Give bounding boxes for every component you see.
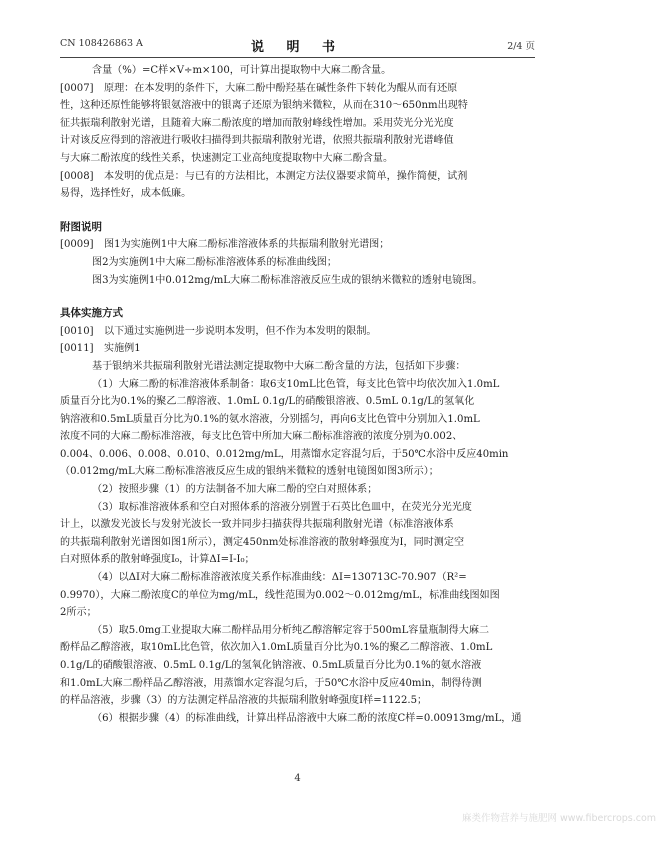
paragraph-number: [0007] — [60, 82, 94, 94]
step-3-line: 计上，以激发光波长与发射光波长一致并同步扫描获得共振瑞利散射光谱（标准溶液体系 — [60, 519, 454, 531]
paragraph-line: 征共振瑞利散射光谱，且随着大麻二酚浓度的增加而散射峰线性增加。采用荧光分光光度 — [60, 117, 454, 129]
section-heading-drawings: 附图说明 — [60, 220, 102, 233]
document-title: 说 明 书 — [250, 40, 345, 55]
watermark: 麻类作物营养与施肥网 www.fibercrops.com — [462, 813, 656, 824]
step-5-line: 的样品溶液，步骤（3）的方法测定样品溶液的共振瑞利散射峰强度I样=1122.5； — [60, 695, 428, 707]
paragraph-line: 与大麻二酚浓度的线性关系，快速测定工业高纯度提取物中大麻二酚含量。 — [60, 152, 394, 164]
paragraph-0011-line — [60, 340, 535, 358]
paragraph-line: 计对该反应得到的溶液进行吸收扫描得到共振瑞利散射光谱，依照共振瑞利散射光谱峰值 — [60, 135, 454, 147]
step-1-line: 质量百分比为0.1%的聚乙二醇溶液、1.0mL 0.1g/L的硝酸银溶液、0.5mL 0.1g/L的氢氧化 — [60, 396, 475, 408]
step-1-line: （0.012mg/mL大麻二酚标准溶液反应生成的银纳米微粒的透射电镜图如图3所示）； — [60, 466, 439, 478]
step-3-line: 白对照体系的散射峰强度I₀，计算ΔI=I-I₀； — [60, 554, 255, 566]
paragraph-0007-line — [60, 80, 535, 98]
step-1-line: 钠溶液和0.5mL质量百分比为0.1%的氨水溶液，分别摇匀，再向6支比色管中分别加入1.0mL — [60, 413, 480, 425]
paragraph-number: [0011] — [60, 343, 94, 355]
section-heading-embodiments: 具体实施方式 — [60, 307, 123, 320]
spacer — [60, 289, 535, 305]
paragraph-text: 图1为实施例1中大麻二酚标准溶液体系的共振瑞利散射光谱图； — [104, 239, 390, 251]
document-number: CN 108426863 A — [60, 38, 143, 49]
step-3-line: 的共振瑞利散射光谱图如图1所示），测定450nm处标准溶液的散射峰强度为I，同时测定空 — [60, 536, 465, 548]
paragraph-text: 以下通过实施例进一步说明本发明，但不作为本发明的限制。 — [104, 325, 377, 337]
formula-line: 含量（%）=C样×V÷m×100，可计算出提取物中大麻二酚含量。 — [92, 65, 392, 76]
step-1-line: 0.004、0.006、0.008、0.010、0.012mg/mL，用蒸馏水定容混匀后，于50℃水浴中反应40min — [60, 448, 509, 460]
spacer — [60, 203, 535, 219]
page-number: 4 — [294, 773, 301, 784]
paragraph-number: [0010] — [60, 325, 94, 337]
step-5-line: 酚样品乙醇溶液，取10mL比色管，依次加入1.0mL质量百分比为0.1%的聚乙二醇溶液、1.0mL — [60, 642, 493, 654]
step-6-line: （6）根据步骤（4）的标准曲线，计算出样品溶液中大麻二酚的浓度C样=0.00913mg/mL，通 — [92, 712, 522, 724]
paragraph-number: [0009] — [60, 239, 94, 251]
step-5-line: （5）取5.0mg工业提取大麻二酚样品用分析纯乙醇溶解定容于500mL容量瓶制得大麻二 — [92, 624, 490, 636]
step-1-line: 浓度不同的大麻二酚标准溶液，每支比色管中所加大麻二酚标准溶液的浓度分别为0.002、 — [60, 431, 463, 443]
page-indicator: 2/4 页 — [507, 41, 535, 52]
example-title: 实施例1 — [104, 343, 141, 355]
step-1-line: （1）大麻二酚的标准溶液体系制备：取6支10mL比色管，每支比色管中均依次加入1.0mL — [92, 378, 500, 390]
paragraph-line: 性，这种还原性能够将银氨溶液中的银离子还原为银纳米微粒，从而在310～650nm出现特 — [60, 100, 468, 112]
paragraph-0010-line — [60, 323, 535, 341]
header-rule — [60, 57, 535, 58]
step-4-line: 0.9970），大麻二酚浓度C的单位为mg/mL，线性范围为0.002～0.012mg/mL，标准曲线图如图 — [60, 589, 500, 601]
step-2-line: （2）按照步骤（1）的方法制备不加大麻二酚的空白对照体系； — [92, 484, 378, 496]
paragraph-0009-line — [60, 236, 535, 254]
figure-caption-line: 图3为实施例1中0.012mg/mL大麻二酚标准溶液反应生成的银纳米微粒的透射电镜图。 — [92, 274, 483, 286]
paragraph-text: 本发明的优点是：与已有的方法相比，本测定方法仪器要求简单，操作简便，试剂 — [104, 170, 468, 182]
step-3-line: （3）取标准溶液体系和空白对照体系的溶液分别置于石英比色皿中，在荧光分光光度 — [92, 501, 472, 513]
paragraph-number: [0008] — [60, 170, 94, 182]
step-5-line: 和1.0mL大麻二酚样品乙醇溶液，用蒸馏水定容混匀后，于50℃水浴中反应40min，制得待测 — [60, 677, 482, 689]
step-5-line: 0.1g/L的硝酸银溶液、0.5mL 0.1g/L的氢氧化钠溶液、0.5mL质量百分比为0.1%的氨水溶液 — [60, 660, 482, 671]
page-header — [60, 36, 535, 55]
method-intro: 基于银纳米共振瑞利散射光谱法测定提取物中大麻二酚含量的方法，包括如下步骤： — [92, 360, 466, 372]
figure-caption-line: 图2为实施例1中大麻二酚标准溶液体系的标准曲线图； — [92, 256, 337, 268]
paragraph-text: 原理：在本发明的条件下，大麻二酚中酚羟基在碱性条件下转化为醌从而有还原 — [104, 82, 458, 94]
step-4-line: （4）以ΔI对大麻二酚标准溶液浓度关系作标准曲线：ΔI=130713C-70.907（R²= — [92, 572, 467, 584]
paragraph-0008-line — [60, 168, 535, 186]
paragraph-line: 易得，选择性好，成本低廉。 — [60, 188, 192, 200]
document-body — [60, 62, 535, 727]
step-4-line: 2所示； — [60, 607, 97, 619]
